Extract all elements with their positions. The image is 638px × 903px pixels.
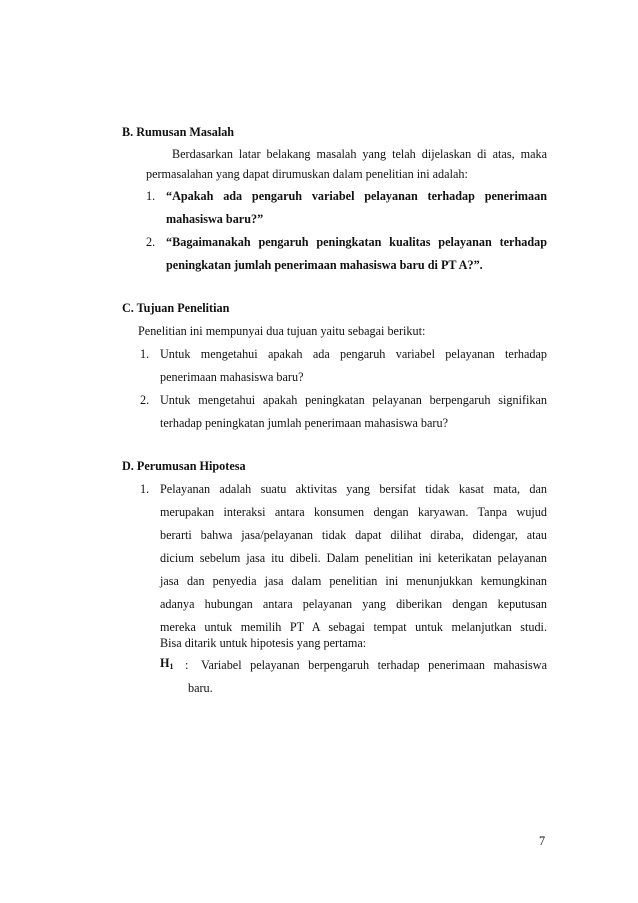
section-b-item-2-number: 2. (146, 235, 156, 249)
hypothesis-line-2: baru. (188, 681, 213, 695)
section-d-item-1-line-7: mereka untuk memilih PT A sebagai tempat untuk melanjutkan studi. (160, 620, 547, 634)
section-c-item-2-line-1: Untuk mengetahui apakah peningkatan pelayanan berpengaruh signifikan (160, 393, 547, 407)
section-d-item-1-line-1: Pelayanan adalah suatu aktivitas yang bersifat tidak kasat mata, dan (160, 482, 547, 496)
section-b-intro-line-2: permasalahan yang dapat dirumuskan dalam penelitian ini adalah: (146, 167, 468, 181)
section-c-item-1-line-2: penerimaan mahasiswa baru? (160, 370, 304, 384)
section-b-item-2-line-1: “Bagaimanakah pengaruh peningkatan kualitas pelayanan terhadap (166, 235, 547, 249)
section-d-item-1-line-2: merupakan interaksi antara konsumen dengan karyawan. Tanpa wujud (160, 505, 547, 519)
section-c-heading: C. Tujuan Penelitian (122, 301, 230, 315)
hypothesis-label: $H_1$ (160, 656, 174, 671)
section-d-item-1-line-8: Bisa ditarik untuk hipotesis yang pertama: (160, 636, 367, 650)
section-c-item-2-line-2: terhadap peningkatan jumlah penerimaan mahasiswa baru? (160, 416, 448, 430)
section-d-item-1-line-5: jasa dan penyedia jasa dalam penelitian ini menunjukkan kemungkinan (160, 574, 547, 588)
hypothesis-colon: : (185, 658, 189, 672)
section-b-item-2-line-2: peningkatan jumlah penerimaan mahasiswa baru di PT A?”. (166, 258, 483, 272)
section-d-item-1-line-6: adanya hubungan antara pelayanan yang diberikan dengan keputusan (160, 597, 547, 611)
section-b-item-1-number: 1. (146, 189, 156, 203)
section-c-item-2-number: 2. (140, 393, 150, 407)
section-b-item-1-line-2: mahasiswa baru?” (166, 212, 264, 226)
section-d-item-1-number: 1. (140, 482, 150, 496)
section-b-heading: B. Rumusan Masalah (122, 125, 235, 139)
section-d-item-1-line-4: dicium sebelum jasa itu dibeli. Dalam penelitian ini keterikatan pelayanan (160, 551, 547, 565)
section-b-item-1-line-1: “Apakah ada pengaruh variabel pelayanan terhadap penerimaan (166, 189, 547, 203)
hypothesis-line-1: Variabel pelayanan berpengaruh terhadap penerimaan mahasiswa (201, 658, 547, 672)
section-b-intro-line-1: Berdasarkan latar belakang masalah yang telah dijelaskan di atas, maka (172, 147, 547, 161)
section-c-item-1-line-1: Untuk mengetahui apakah ada pengaruh variabel pelayanan terhadap (160, 347, 547, 361)
section-d-heading: D. Perumusan Hipotesa (122, 459, 246, 473)
page-number: 7 (539, 834, 546, 848)
section-c-item-1-number: 1. (140, 347, 150, 361)
section-c-intro: Penelitian ini mempunyai dua tujuan yaitu sebagai berikut: (138, 324, 426, 338)
section-d-item-1-line-3: berarti bahwa jasa/pelayanan tidak dapat dilihat diraba, didengar, atau (160, 528, 547, 542)
